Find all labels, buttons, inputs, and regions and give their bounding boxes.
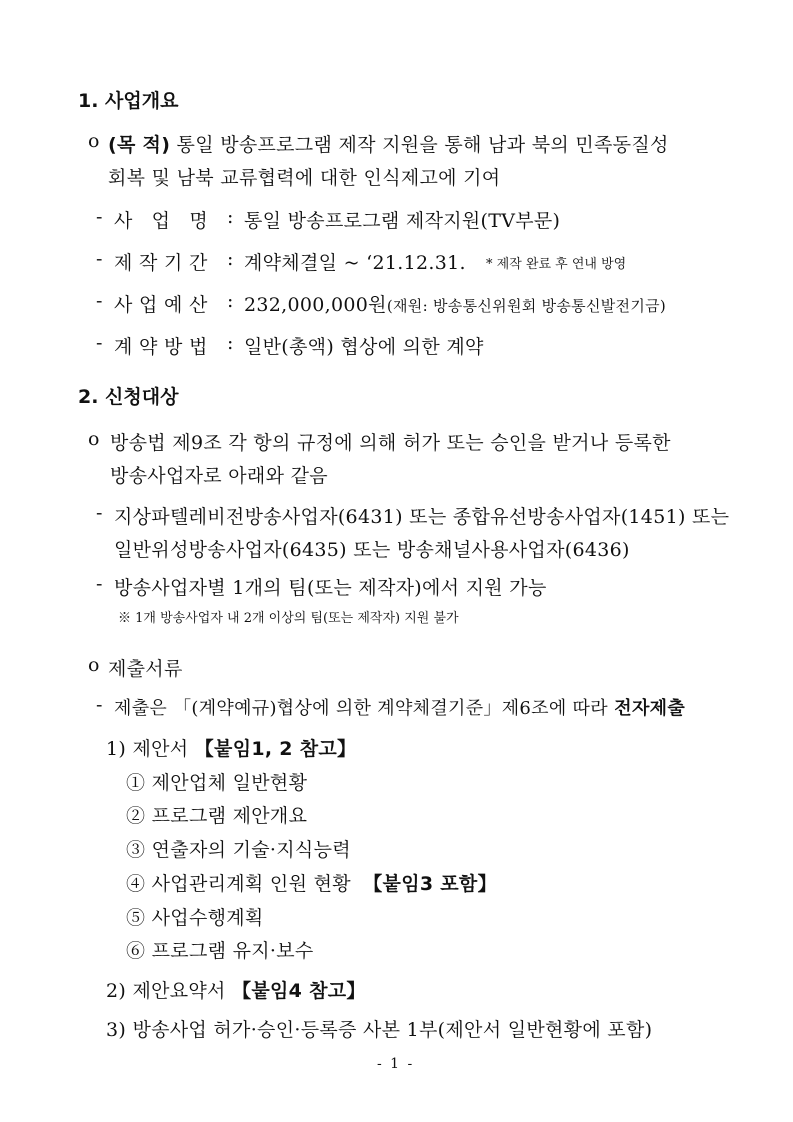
proposal-subitem xyxy=(126,903,264,930)
proposal-subitem xyxy=(126,936,314,963)
item-value-project-name: 통일 방송프로그램 제작지원(TV부문) xyxy=(244,210,561,232)
subitem-num: ② xyxy=(126,805,146,827)
eligibility-text: 방송법 제9조 각 항의 규정에 의해 허가 또는 승인을 받거나 등록한 xyxy=(110,432,671,454)
purpose-bullet: o xyxy=(88,130,100,152)
documents-bullet: o xyxy=(88,654,100,676)
item-sep: : xyxy=(227,332,234,354)
proposal-subitem xyxy=(126,768,307,795)
submission-line xyxy=(114,694,685,720)
team-limit-dash: - xyxy=(96,573,103,595)
item-value-budget-line xyxy=(244,290,666,317)
item-dash: - xyxy=(96,206,103,228)
item-sep: : xyxy=(227,248,234,270)
purpose-text-cont: 회복 및 남북 교류협력에 대한 인식제고에 기여 xyxy=(108,167,501,189)
proposal-subitem xyxy=(126,801,307,828)
broadcaster-types-dash: - xyxy=(96,502,103,524)
subitem-ref: 【붙임3 포함】 xyxy=(363,873,497,895)
proposal-subitem xyxy=(126,835,351,862)
subitem-text: 프로그램 제안개요 xyxy=(151,805,308,827)
subitem-num: ⑥ xyxy=(126,940,146,962)
subitem-text: 프로그램 유지·보수 xyxy=(151,940,314,962)
doc-item-proposal xyxy=(106,734,356,761)
item-dash: - xyxy=(96,248,103,270)
doc-ref: 【붙임4 참고】 xyxy=(232,980,366,1002)
page-number: - 1 - xyxy=(377,1056,415,1072)
doc-item-summary xyxy=(106,976,366,1003)
proposal-subitem xyxy=(126,869,497,896)
eligibility-bullet: o xyxy=(88,428,100,450)
subitem-num: ③ xyxy=(126,839,146,861)
doc-label: 1) 제안서 xyxy=(106,738,189,760)
item-note-period: * 제작 완료 후 연내 방영 xyxy=(486,257,627,272)
broadcaster-types-text: 지상파텔레비전방송사업자(6431) 또는 종합유선방송사업자(1451) 또는 xyxy=(114,506,730,528)
section-2-heading: 2. 신청대상 xyxy=(78,386,179,408)
item-sep: : xyxy=(227,290,234,312)
item-value-budget: 232,000,000원 xyxy=(244,294,387,316)
item-label-period: 제 작 기 간 xyxy=(114,252,208,274)
subitem-text: 제안업체 일반현황 xyxy=(151,772,308,794)
broadcaster-types-text-cont: 일반위성방송사업자(6435) 또는 방송채널사용사업자(6436) xyxy=(114,539,630,561)
item-label-method: 계 약 방 법 xyxy=(114,336,208,358)
section-1-heading: 1. 사업개요 xyxy=(78,90,179,112)
item-dash: - xyxy=(96,290,103,312)
purpose-text: 통일 방송프로그램 제작 지원을 통해 남과 북의 민족동질성 xyxy=(176,134,669,156)
purpose-line xyxy=(108,130,669,157)
subitem-text: 연출자의 기술·지식능력 xyxy=(151,839,351,861)
subitem-text: 사업수행계획 xyxy=(151,907,264,929)
item-label-project-name: 사 업 명 xyxy=(114,210,208,232)
item-value-method: 일반(총액) 협상에 의한 계약 xyxy=(244,336,484,358)
doc-label: 2) 제안요약서 xyxy=(106,980,226,1002)
submission-method: 전자제출 xyxy=(614,698,686,719)
item-value-budget-source: (재원: 방송통신위원회 방송통신발전기금) xyxy=(386,297,667,315)
team-limit-note: ※ 1개 방송사업자 내 2개 이상의 팀(또는 제작자) 지원 불가 xyxy=(118,611,459,626)
item-sep: : xyxy=(227,206,234,228)
eligibility-text-cont: 방송사업자로 아래와 같음 xyxy=(110,465,328,487)
submission-dash: - xyxy=(96,694,103,716)
item-label-budget: 사 업 예 산 xyxy=(114,294,208,316)
submission-text: 제출은 「(계약예규)협상에 의한 계약체결기준」제6조에 따라 xyxy=(114,698,608,719)
subitem-num: ① xyxy=(126,772,146,794)
purpose-label: (목 적) xyxy=(108,134,171,156)
doc-item-license-copy: 3) 방송사업 허가·승인·등록증 사본 1부(제안서 일반현황에 포함) xyxy=(106,1019,653,1041)
subitem-num: ④ xyxy=(126,873,146,895)
team-limit-text: 방송사업자별 1개의 팀(또는 제작자)에서 지원 가능 xyxy=(114,577,547,599)
item-dash: - xyxy=(96,332,103,354)
documents-heading: 제출서류 xyxy=(108,658,183,680)
doc-ref: 【붙임1, 2 참고】 xyxy=(194,738,357,760)
subitem-num: ⑤ xyxy=(126,907,146,929)
item-value-period: 계약체결일 ~ ‘21.12.31. xyxy=(244,252,466,274)
subitem-text: 사업관리계획 인원 현황 xyxy=(151,873,351,895)
